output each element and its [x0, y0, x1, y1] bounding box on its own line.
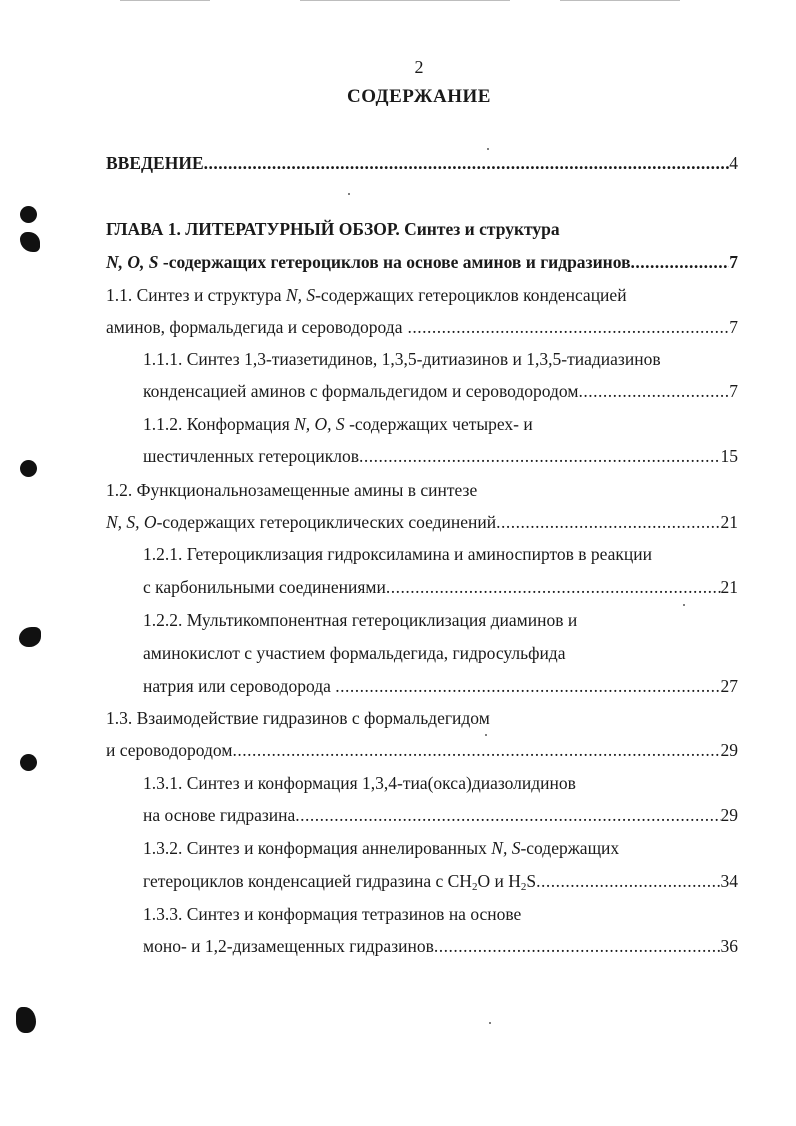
toc-entry-1-1-2-line2[interactable]: шестичленных гетероциклов ..... 15	[143, 443, 738, 469]
toc-entry-1-3[interactable]: 1.3. Взаимодействие гидразинов с формальдегидом	[106, 708, 490, 728]
scan-speck	[683, 604, 685, 606]
toc-page-number: 36	[720, 936, 738, 956]
punch-hole-torn	[19, 627, 41, 647]
toc-page-number: 7	[729, 381, 738, 401]
toc-page-number: 27	[720, 676, 738, 696]
toc-entry-chapter-1-line2[interactable]: N, O, S -содержащих гетероциклов на основе аминов и гидразинов ..... 7	[106, 249, 738, 275]
dot-leader	[295, 802, 720, 828]
dot-leader	[578, 378, 729, 404]
toc-page-number: 34	[720, 871, 738, 891]
punch-hole-torn	[20, 232, 40, 252]
toc-entry-1-1-line2[interactable]: аминов, формальдегида и сероводорода ..... 7	[106, 314, 738, 340]
scan-edge-line	[300, 0, 510, 1]
toc-page-number: 21	[720, 577, 738, 597]
toc-entry-1-2[interactable]: 1.2. Функциональнозамещенные амины в синтезе	[106, 480, 478, 500]
toc-entry-1-3-2-line2[interactable]: гетероциклов конденсацией гидразина с $CH_2O$ и $H_2S$ ..... 34	[143, 868, 738, 894]
toc-page-number: 29	[720, 740, 738, 760]
toc-entry-1-3-line2[interactable]: и сероводородом ..... 29	[106, 737, 738, 763]
toc-entry-1-3-1-line2[interactable]: на основе гидразина ..... 29	[143, 802, 738, 828]
toc-entry-1-3-2[interactable]: 1.3.2. Синтез и конформация аннелированных N, S-содержащих	[143, 838, 620, 858]
toc-entry-1-2-2[interactable]: 1.2.2. Мультикомпонентная гетероциклизация диаминов и	[143, 610, 578, 630]
dot-leader	[631, 249, 730, 275]
toc-entry-1-2-1[interactable]: 1.2.1. Гетероциклизация гидроксиламина и аминоспиртов в реакции	[143, 544, 653, 564]
dot-leader	[434, 933, 721, 959]
dot-leader	[407, 314, 729, 340]
dot-leader	[386, 574, 721, 600]
toc-entry-introduction[interactable]: ВВЕДЕНИЕ ..... 4	[106, 150, 738, 176]
scan-speck	[485, 734, 487, 736]
toc-entry-1-1-1-line2[interactable]: конденсацией аминов с формальдегидом и сероводородом ..... 7	[143, 378, 738, 404]
dot-leader	[359, 443, 721, 469]
toc-entry-1-3-1[interactable]: 1.3.1. Синтез и конформация 1,3,4-тиа(окса)диазолидинов	[143, 773, 576, 793]
dot-leader	[335, 673, 720, 699]
dot-leader	[204, 150, 730, 176]
punch-hole	[20, 460, 37, 477]
toc-entry-1-3-3-line2[interactable]: моно- и 1,2-дизамещенных гидразинов ..... 36	[143, 933, 738, 959]
toc-entry-1-2-2-line2[interactable]: аминокислот с участием формальдегида, гидросульфида	[143, 643, 566, 663]
toc-page-number: 29	[720, 805, 738, 825]
dot-leader	[496, 509, 720, 535]
page-title: СОДЕРЖАНИЕ	[347, 86, 491, 107]
page-number: 2	[414, 57, 424, 77]
toc-entry-chapter-1[interactable]: ГЛАВА 1. ЛИТЕРАТУРНЫЙ ОБЗОР. Синтез и структура	[106, 219, 560, 239]
scan-speck	[348, 193, 350, 195]
toc-entry-1-2-line2[interactable]: N, S, O-содержащих гетероциклических соединений ..... 21	[106, 509, 738, 535]
scan-speck	[489, 1022, 491, 1024]
toc-page-number: 4	[729, 153, 738, 173]
toc-entry-1-1[interactable]: 1.1. Синтез и структура N, S-содержащих гетероциклов конденсацией	[106, 285, 627, 305]
scan-edge-line	[120, 0, 210, 1]
toc-page-number: 21	[720, 512, 738, 532]
toc-entry-1-2-2-line3[interactable]: натрия или сероводорода ..... 27	[143, 673, 738, 699]
toc-entry-1-1-1[interactable]: 1.1.1. Синтез 1,3-тиазетидинов, 1,3,5-дитиазинов и 1,3,5-тиадиазинов	[143, 349, 661, 369]
toc-entry-1-2-1-line2[interactable]: с карбонильными соединениями ..... 21	[143, 574, 738, 600]
punch-hole-torn	[16, 1007, 36, 1033]
toc-page-number: 7	[729, 317, 738, 337]
dot-leader	[536, 868, 720, 894]
toc-page-number: 15	[720, 446, 738, 466]
scan-edge-line	[560, 0, 680, 1]
punch-hole	[20, 206, 37, 223]
dot-leader	[232, 737, 720, 763]
punch-hole	[20, 754, 37, 771]
toc-entry-1-3-3[interactable]: 1.3.3. Синтез и конформация тетразинов на основе	[143, 904, 522, 924]
toc-entry-1-1-2[interactable]: 1.1.2. Конформация N, O, S -содержащих четырех- и	[143, 414, 533, 434]
toc-page-number: 7	[729, 252, 738, 272]
